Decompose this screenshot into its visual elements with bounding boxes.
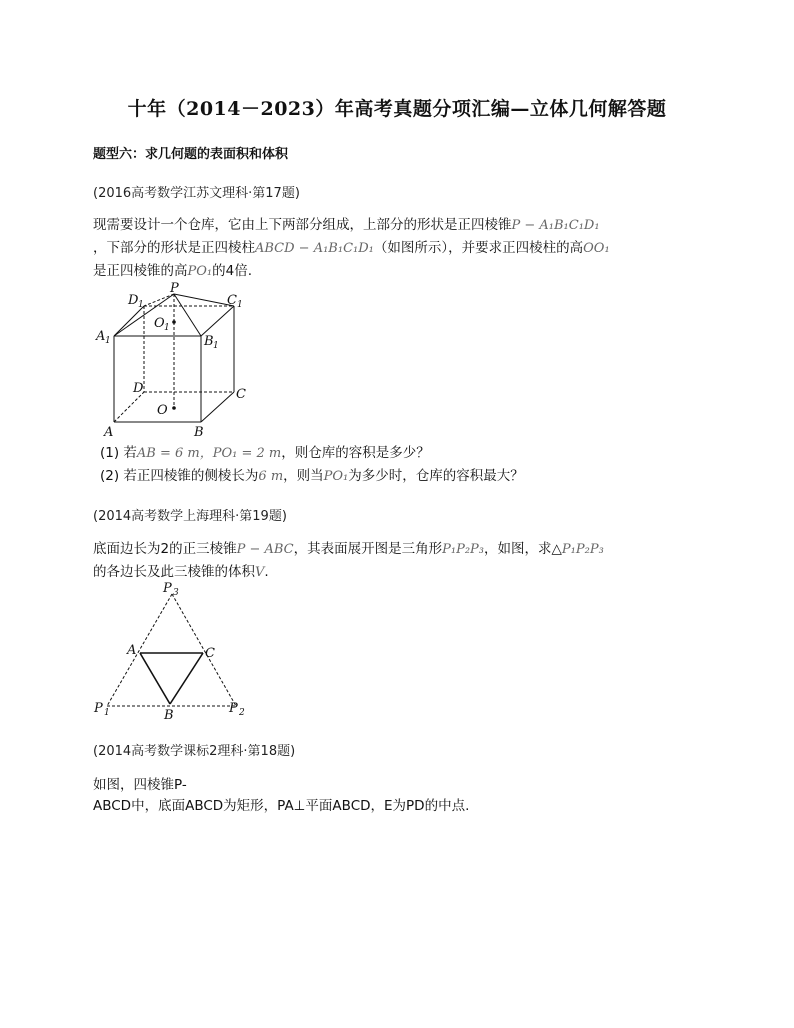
- label-B: B: [194, 425, 204, 440]
- problem-1-line-1: 现需要设计一个仓库，它由上下两部分组成，上部分的形状是正四棱锥P − A₁B₁C₁D₁: [93, 217, 600, 233]
- problem-1-question-1: (1) 若AB = 6 m，PO₁ = 2 m，则仓库的容积是多少？: [100, 445, 430, 461]
- label-C: C: [236, 387, 246, 402]
- label-P2: P: [229, 701, 238, 716]
- section-heading: 题型六：求几何题的表面积和体积: [93, 147, 289, 162]
- problem-3-line-2: ABCD中，底面ABCD为矩形，PA⊥平面ABCD，E为PD的中点.: [93, 798, 470, 814]
- label-B1: B: [204, 334, 214, 349]
- problem-2-line-2: 的各边长及此三棱锥的体积V.: [93, 564, 269, 580]
- label-P: P: [170, 282, 179, 296]
- label-B: B: [164, 708, 174, 723]
- page-title: 十年（2014－2023）年高考真题分项汇编—立体几何解答题: [127, 98, 667, 120]
- problem-1-line-2: ，下部分的形状是正四棱柱ABCD − A₁B₁C₁D₁（如图所示），并要求正四棱柱的高OO₁: [93, 240, 610, 256]
- problem-1-line-3: 是正四棱锥的高PO₁的4倍.: [93, 263, 253, 279]
- label-A1: A: [96, 329, 106, 344]
- problem-2-source: (2014高考数学上海理科·第19题): [93, 509, 287, 524]
- label-P3: P: [163, 581, 172, 596]
- label-A: A: [127, 643, 137, 658]
- label-B1-sub: 1: [213, 341, 219, 351]
- figure-warehouse: [90, 282, 260, 440]
- problem-1-question-2: (2) 若正四棱锥的侧棱长为6 m，则当PO₁为多少时，仓库的容积最大？: [100, 468, 524, 484]
- label-A1-sub: 1: [105, 336, 111, 346]
- problem-1-text: [93, 214, 693, 283]
- label-P2-sub: 2: [239, 708, 245, 718]
- label-O: O: [157, 403, 168, 418]
- label-D: D: [133, 381, 144, 396]
- label-D1: D: [128, 293, 139, 308]
- label-P1-sub: 1: [104, 708, 110, 718]
- label-C: C: [205, 646, 215, 661]
- label-P1: P: [94, 701, 103, 716]
- problem-3-source: (2014高考数学课标2理科·第18题): [93, 744, 296, 759]
- problem-1-source: (2016高考数学江苏文理科·第17题): [93, 186, 300, 201]
- label-C1-sub: 1: [237, 300, 243, 310]
- problem-2-line-1: 底面边长为2的正三棱锥P − ABC，其表面展开图是三角形P₁P₂P₃，如图，求△P₁P₂P₃: [93, 541, 604, 557]
- label-D1-sub: 1: [138, 300, 144, 310]
- label-O1: O: [154, 316, 165, 331]
- problem-3-text: [93, 775, 693, 817]
- figure-triangle-net: [90, 580, 260, 725]
- label-C1: C: [227, 293, 237, 308]
- label-P3-sub: 3: [173, 588, 179, 598]
- problem-3-line-1: 如图，四棱锥P-: [93, 777, 187, 793]
- problem-2-text: [93, 538, 693, 584]
- label-O1-sub: 1: [164, 323, 170, 333]
- label-A: A: [104, 425, 114, 440]
